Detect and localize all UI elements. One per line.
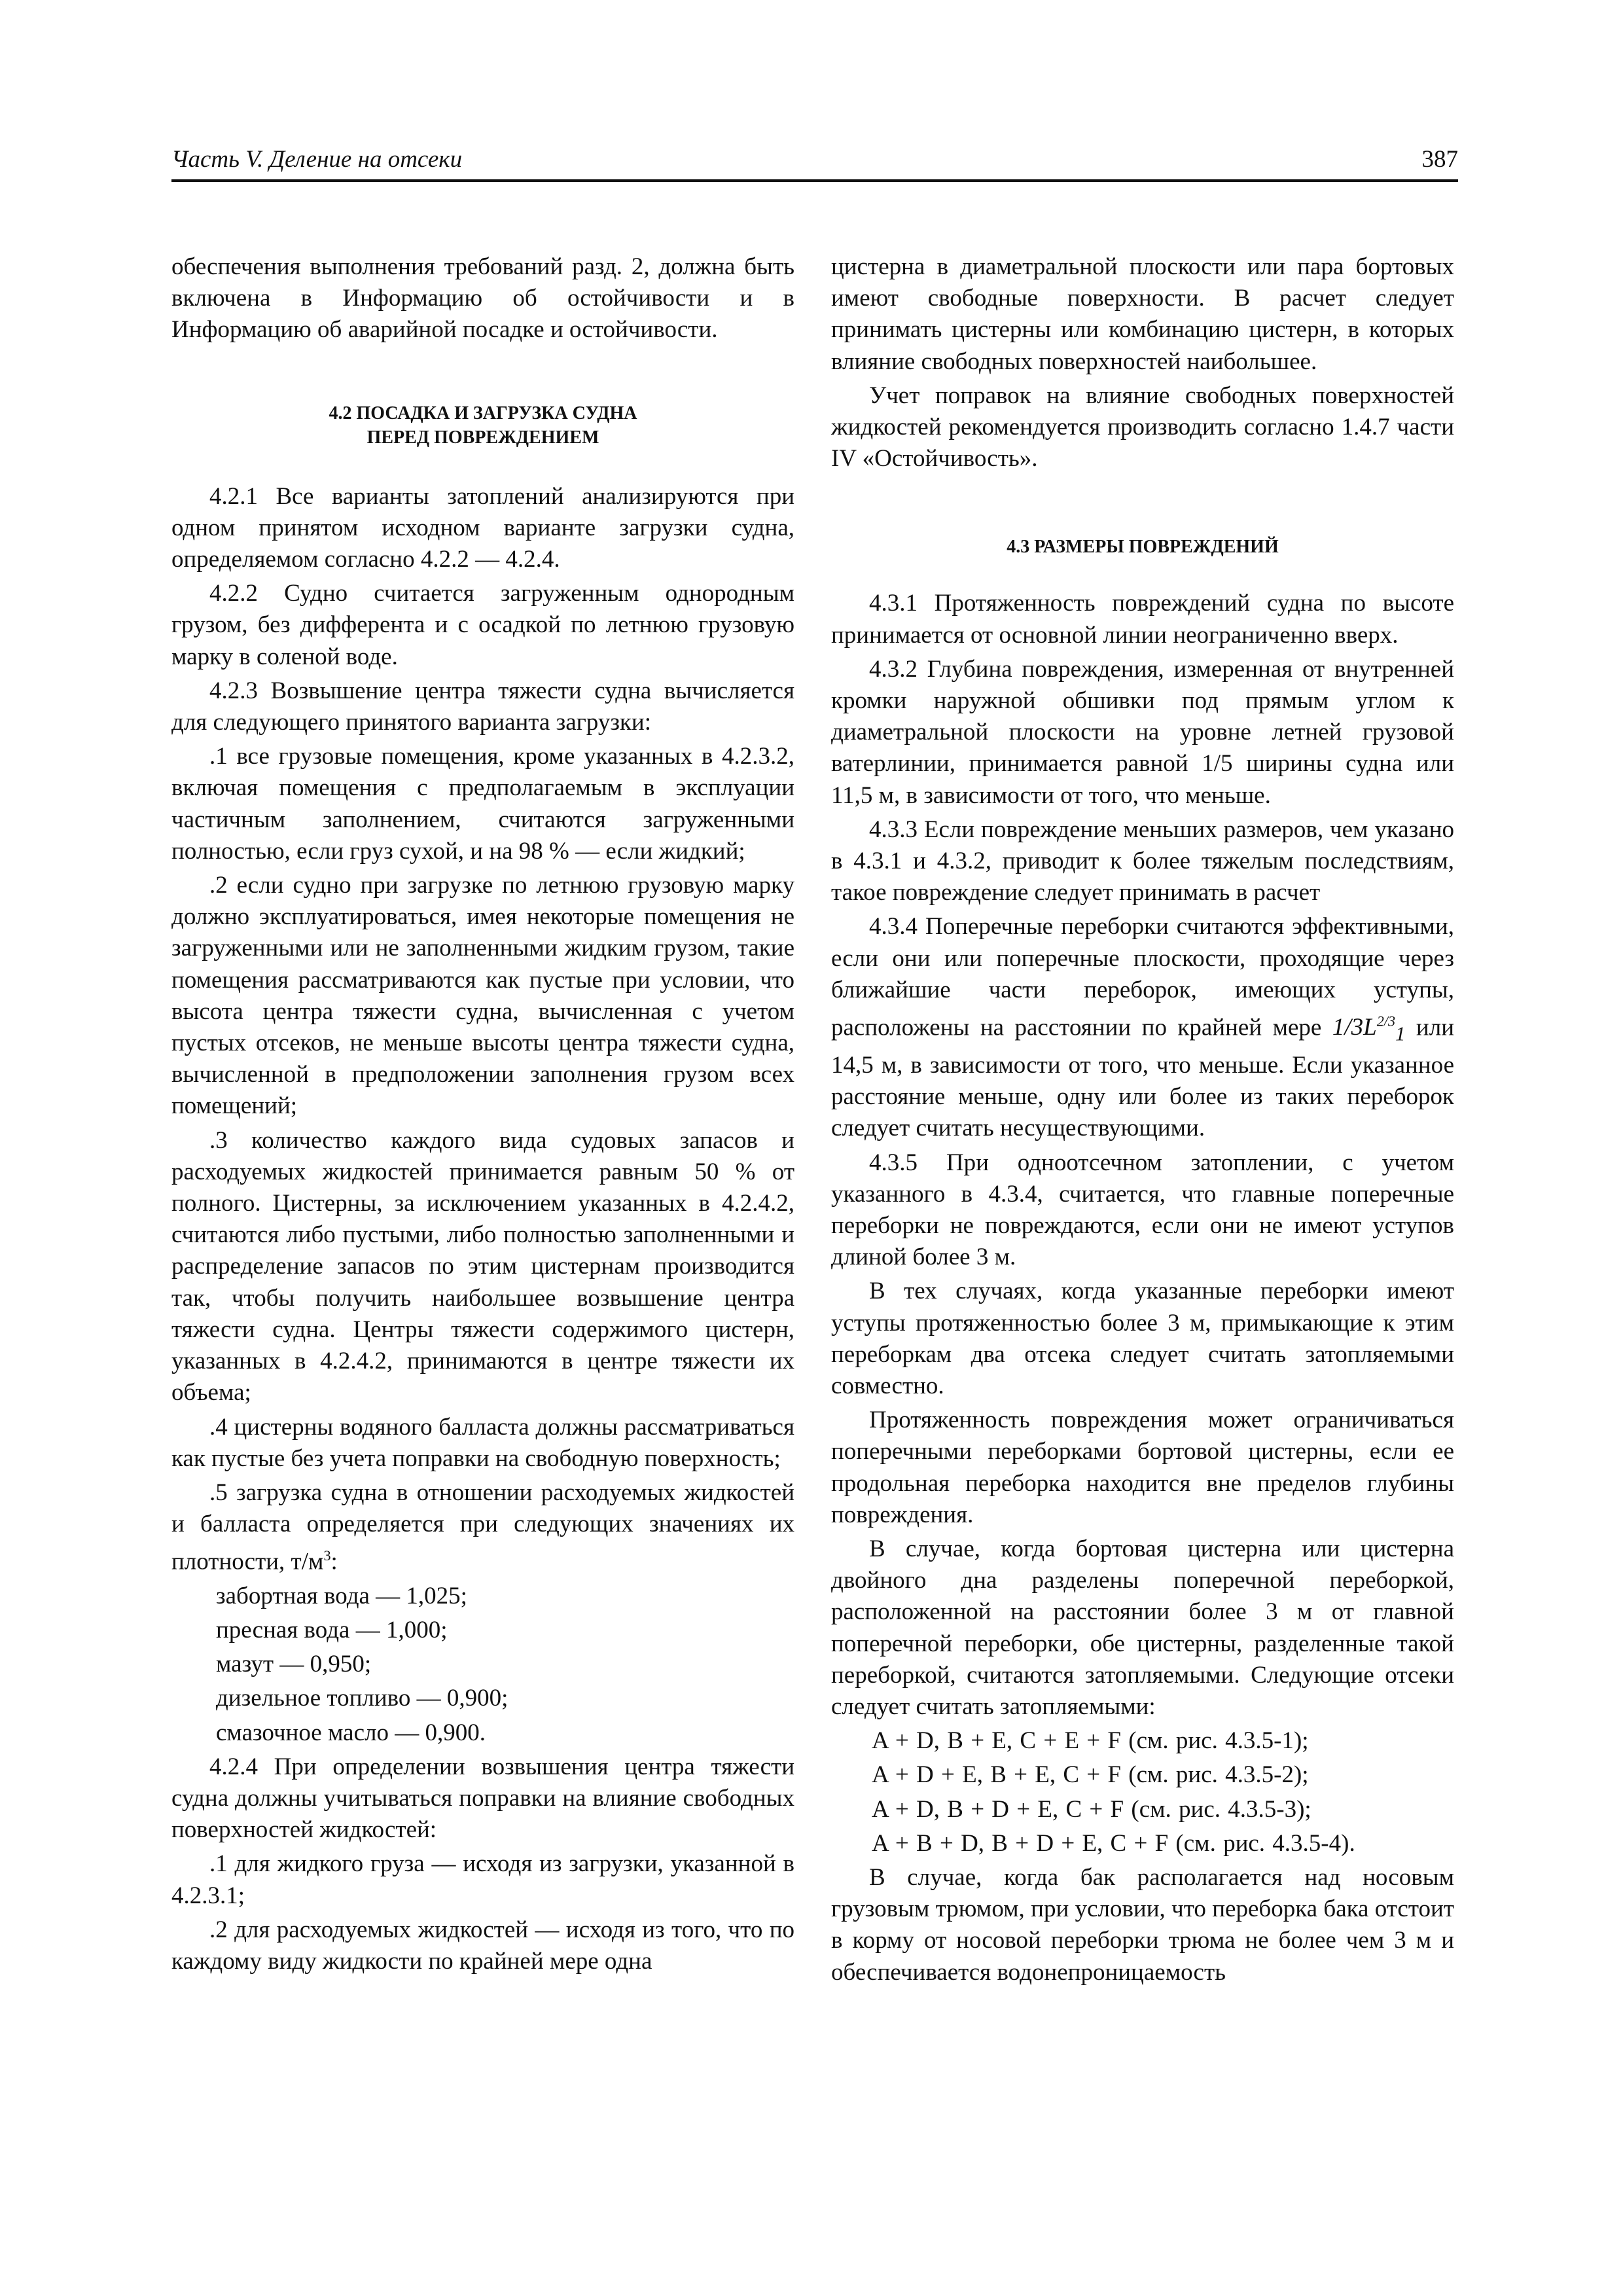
list-item-text-end: : (330, 1548, 338, 1575)
page-number: 387 (1421, 146, 1458, 173)
compartment-combination: A + D + E, B + E, C + F (см. рис. 4.3.5-2); (872, 1761, 1309, 1789)
paragraph: Протяженность повреждения может ограничиваться поперечными переборками бортовой цистерны, если ее продольная переборка находится вне пределов глубины повреждения. (831, 1407, 1454, 1528)
section-heading-line: 4.2 ПОСАДКА И ЗАГРУЗКА СУДНА (329, 403, 637, 423)
density-item: забортная вода — 1,025; (216, 1582, 467, 1609)
list-item-4-2-3-1: .1 все грузовые помещения, кроме указанных в 4.2.3.2, включая помещения с предполагаемым в эксплуации частичным заполнением, считаются загруженными полностью, если груз сухой, и на 98 % — если жидкий; (171, 743, 794, 865)
paragraph-4-3-1: 4.3.1 Протяженность повреждений судна по высоте принимается от основной линии неограниченно вверх. (831, 590, 1454, 649)
paragraph: цистерна в диаметральной плоскости или пара бортовых имеют свободные поверхности. В расчет следует принимать цистерны или комбинацию цистерн, в которых влияние свободных поверхностей наибольшее. (831, 253, 1454, 375)
paragraph-4-3-4 (831, 911, 1454, 1144)
list-item-text: .5 загрузка судна в отношении расходуемых жидкостей и балласта определяется при следующих значениях их плотности, т/м (171, 1479, 794, 1575)
running-title: Часть V. Деление на отсеки (171, 146, 463, 173)
section-heading-4-2 (171, 401, 794, 450)
compartment-combination: A + D, B + D + E, C + F (см. рис. 4.3.5-3); (872, 1795, 1311, 1823)
math-formula (1332, 1013, 1406, 1045)
density-item: мазут — 0,950; (216, 1651, 372, 1678)
paragraph-4-2-2: 4.2.2 Судно считается загруженным однородным грузом, без дифферента и с осадкой по летнюю грузовую марку в соленой воде. (171, 580, 794, 670)
left-column (171, 251, 794, 1980)
section-heading-line: ПЕРЕД ПОВРЕЖДЕНИЕМ (366, 427, 599, 448)
paragraph-4-2-3: 4.2.3 Возвышение центра тяжести судна вычисляется для следующего принятого варианта загрузки: (171, 677, 794, 736)
math-superscript: 2/3 (1376, 1013, 1396, 1030)
paragraph-4-3-3: 4.3.3 Если повреждение меньших размеров, чем указано в 4.3.1 и 4.3.2, приводит к более тяжелым последствиям, такое повреждение следует принимать в расчет (831, 816, 1454, 906)
list-item-4-2-3-5 (171, 1477, 794, 1578)
list-item-4-2-3-2: .2 если судно при загрузке по летнюю грузовую марку должно эксплуатироваться, имея некоторые помещения не загруженными или не заполненными жидким грузом, такие помещения рассматриваются как пустые при условии, что высота центра тяжести судна, вычисленная с учетом пустых отсеков, не меньше высоты центра тяжести судна, вычисленной в предположении заполнения грузом всех помещений; (171, 872, 794, 1120)
paragraph: Учет поправок на влияние свободных поверхностей жидкостей рекомендуется производить согласно 1.4.7 части IV «Остойчивость». (831, 382, 1454, 473)
paragraph: обеспечения выполнения требований разд. 2, должна быть включена в Информацию об остойчивости и в Информацию об аварийной посадке и остойчивости. (171, 253, 794, 344)
paragraph-4-3-2: 4.3.2 Глубина повреждения, измеренная от внутренней кромки наружной обшивки под прямым углом к диаметральной плоскости на уровне летней грузовой ватерлинии, принимается равной 1/5 ширины судна или 11,5 м, в зависимости от того, что меньше. (831, 655, 1454, 809)
density-item: пресная вода — 1,000; (216, 1617, 448, 1644)
section-heading-4-3: 4.3 РАЗМЕРЫ ПОВРЕЖДЕНИЙ (1007, 537, 1279, 558)
right-column (831, 251, 1454, 1991)
paragraph-4-2-4: 4.2.4 При определении возвышения центра тяжести судна должны учитываться поправки на влияние свободных поверхностей жидкостей: (171, 1753, 794, 1844)
paragraph: В случае, когда бак располагается над носовым грузовым трюмом, при условии, что переборка бака отстоит в корму от носовой переборки трюма не более чем 3 м и обеспечивается водонепроницаемость (831, 1864, 1454, 1986)
density-item: дизельное топливо — 0,900; (216, 1685, 508, 1712)
compartment-combination: A + B + D, B + D + E, C + F (см. рис. 4.3.5-4). (872, 1829, 1355, 1857)
list-item-4-2-4-2: .2 для расходуемых жидкостей — исходя из того, что по каждому виду жидкости по крайней мере одна (171, 1916, 794, 1975)
paragraph: В тех случаях, когда указанные переборки имеют уступы протяженностью более 3 м, примыкающие к этим переборкам два отсека следует считать затопляемыми совместно. (831, 1278, 1454, 1400)
page-header (171, 143, 1458, 182)
paragraph-4-2-1: 4.2.1 Все варианты затоплений анализируются при одном принятом исходном варианте загрузки судна, определяемом согласно 4.2.2 — 4.2.4. (171, 482, 794, 573)
density-item: смазочное масло — 0,900. (216, 1719, 486, 1746)
paragraph-text: или 14,5 м, в зависимости от того, что меньше. Если указанное расстояние меньше, одну или более из таких переборок следует считать несуществующими. (831, 1014, 1454, 1142)
paragraph-4-3-5: 4.3.5 При одноотсечном затоплении, с учетом указанного в 4.3.4, считается, что главные поперечные переборки не повреждаются, если они не имеют уступов длиной более 3 м. (831, 1149, 1454, 1271)
superscript: 3 (323, 1547, 331, 1564)
list-item-4-2-3-3: .3 количество каждого вида судовых запасов и расходуемых жидкостей принимается равным 50 % от полного. Цистерны, за исключением указанных в 4.2.4.2, считаются либо пустыми, либо полностью заполненными и распределение запасов по этим цистернам производится так, чтобы получить наибольшее возвышение центра тяжести судна. Центры тяжести содержимого цистерн, указанных в 4.2.4.2, принимаются в центре тяжести их объема; (171, 1126, 794, 1407)
list-item-4-2-3-4: .4 цистерны водяного балласта должны рассматриваться как пустые без учета поправки на свободную поверхность; (171, 1413, 794, 1472)
list-item-4-2-4-1: .1 для жидкого груза — исходя из загрузки, указанной в 4.2.3.1; (171, 1850, 794, 1909)
math-subscript: 1 (1395, 1022, 1406, 1045)
paragraph-text: 4.3.4 Поперечные переборки считаются эффективными, если они или поперечные плоскости, проходящие через ближайшие части переборок, имеющих уступы, расположены на расстоянии по крайней мере (831, 913, 1454, 1041)
paragraph: В случае, когда бортовая цистерна или цистерна двойного дна разделены поперечной переборкой, расположенной на расстоянии более 3 м от главной поперечной переборки, обе цистерны, разделенные такой переборкой, считаются затопляемыми. Следующие отсеки следует считать затопляемыми: (831, 1535, 1454, 1721)
compartment-combination: A + D, B + E, C + E + F (см. рис. 4.3.5-1); (872, 1727, 1309, 1755)
math-formula-base: 1/3L (1332, 1014, 1377, 1041)
